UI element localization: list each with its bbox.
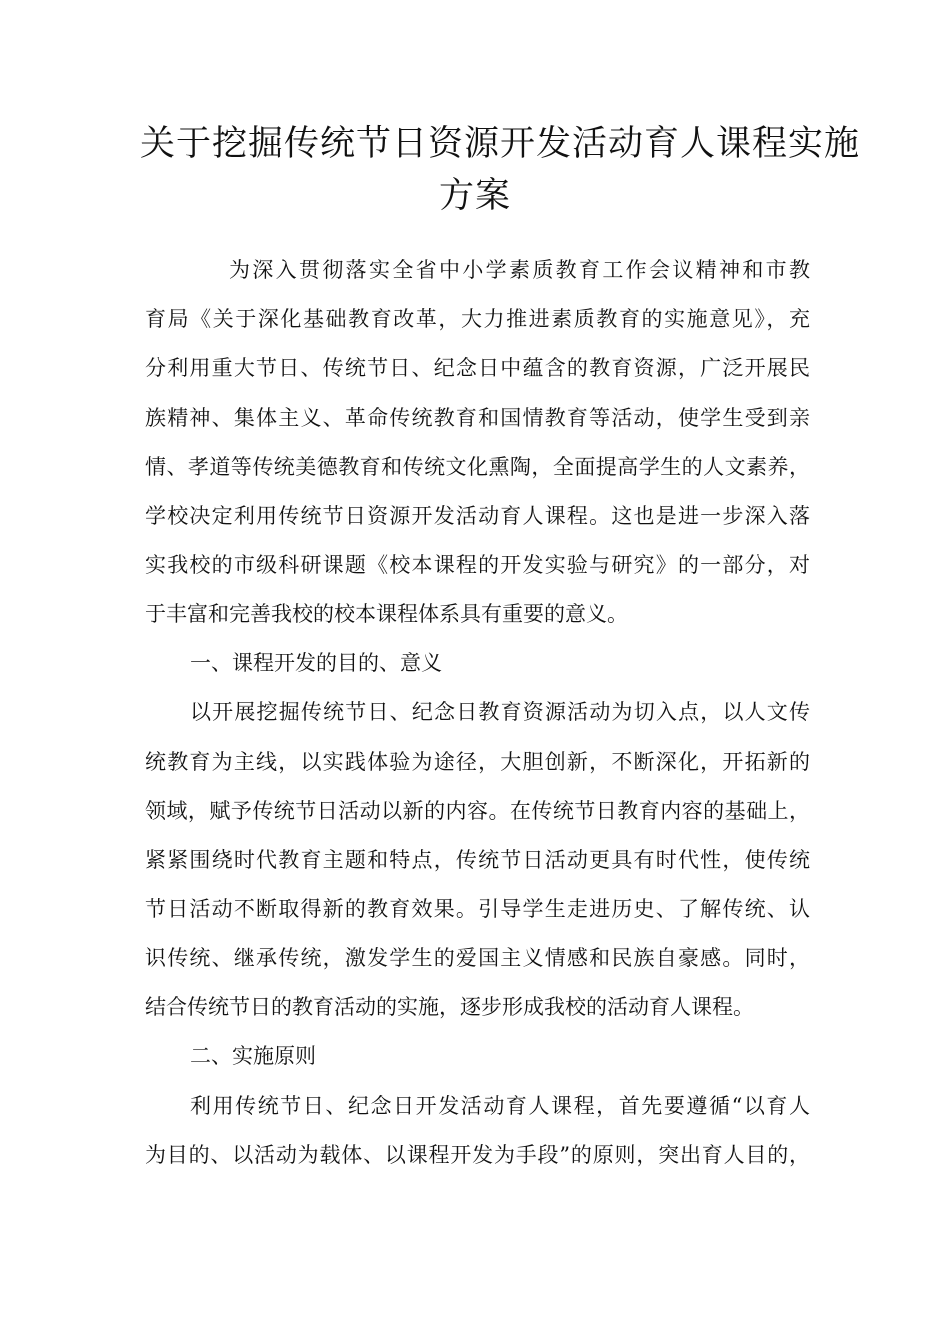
paragraph-line: 实我校的市级科研课题《校本课程的开发实验与研究》的一部分，对 — [145, 553, 810, 577]
paragraph-line: 于丰富和完善我校的校本课程体系具有重要的意义。 — [145, 602, 628, 626]
section-heading: 一、课程开发的目的、意义 — [190, 651, 442, 675]
document-title — [140, 118, 861, 222]
paragraph-line: 情、孝道等传统美德教育和传统文化熏陶，全面提高学生的人文素养， — [145, 455, 810, 479]
paragraph-line: 为目的、以活动为载体、以课程开发为手段”的原则，突出育人目的， — [145, 1143, 810, 1167]
paragraph-line: 育局《关于深化基础教育改革，大力推进素质教育的实施意见》，充 — [145, 307, 810, 331]
paragraph-line: 领域，赋予传统节日活动以新的内容。在传统节日教育内容的基础上， — [145, 799, 810, 823]
section-heading: 二、实施原则 — [190, 1044, 316, 1068]
paragraph-line: 为深入贯彻落实全省中小学素质教育工作会议精神和市教 — [229, 258, 810, 282]
paragraph-line: 分利用重大节日、传统节日、纪念日中蕴含的教育资源，广泛开展民 — [145, 356, 810, 380]
paragraph-line: 统教育为主线，以实践体验为途径，大胆创新，不断深化，开拓新的 — [145, 750, 810, 774]
paragraph-line: 紧紧围绕时代教育主题和特点，传统节日活动更具有时代性，使传统 — [145, 848, 810, 872]
paragraph-line: 利用传统节日、纪念日开发活动育人课程，首先要遵循“以育人 — [190, 1094, 810, 1118]
paragraph-line: 结合传统节日的教育活动的实施，逐步形成我校的活动育人课程。 — [145, 995, 754, 1019]
paragraph-line: 族精神、集体主义、革命传统教育和国情教育等活动，使学生受到亲 — [145, 406, 810, 430]
paragraph-line: 学校决定利用传统节日资源开发活动育人课程。这也是进一步深入落 — [145, 504, 810, 528]
paragraph-line: 节日活动不断取得新的教育效果。引导学生走进历史、了解传统、认 — [145, 897, 810, 921]
paragraph-line: 以开展挖掘传统节日、纪念日教育资源活动为切入点，以人文传 — [190, 700, 810, 724]
title-line-1: 关于挖掘传统节日资源开发活动育人课程实施 — [140, 124, 861, 164]
title-line-2: 方案 — [438, 176, 511, 216]
paragraph-line: 识传统、继承传统，激发学生的爱国主义情感和民族自豪感。同时， — [145, 946, 810, 970]
